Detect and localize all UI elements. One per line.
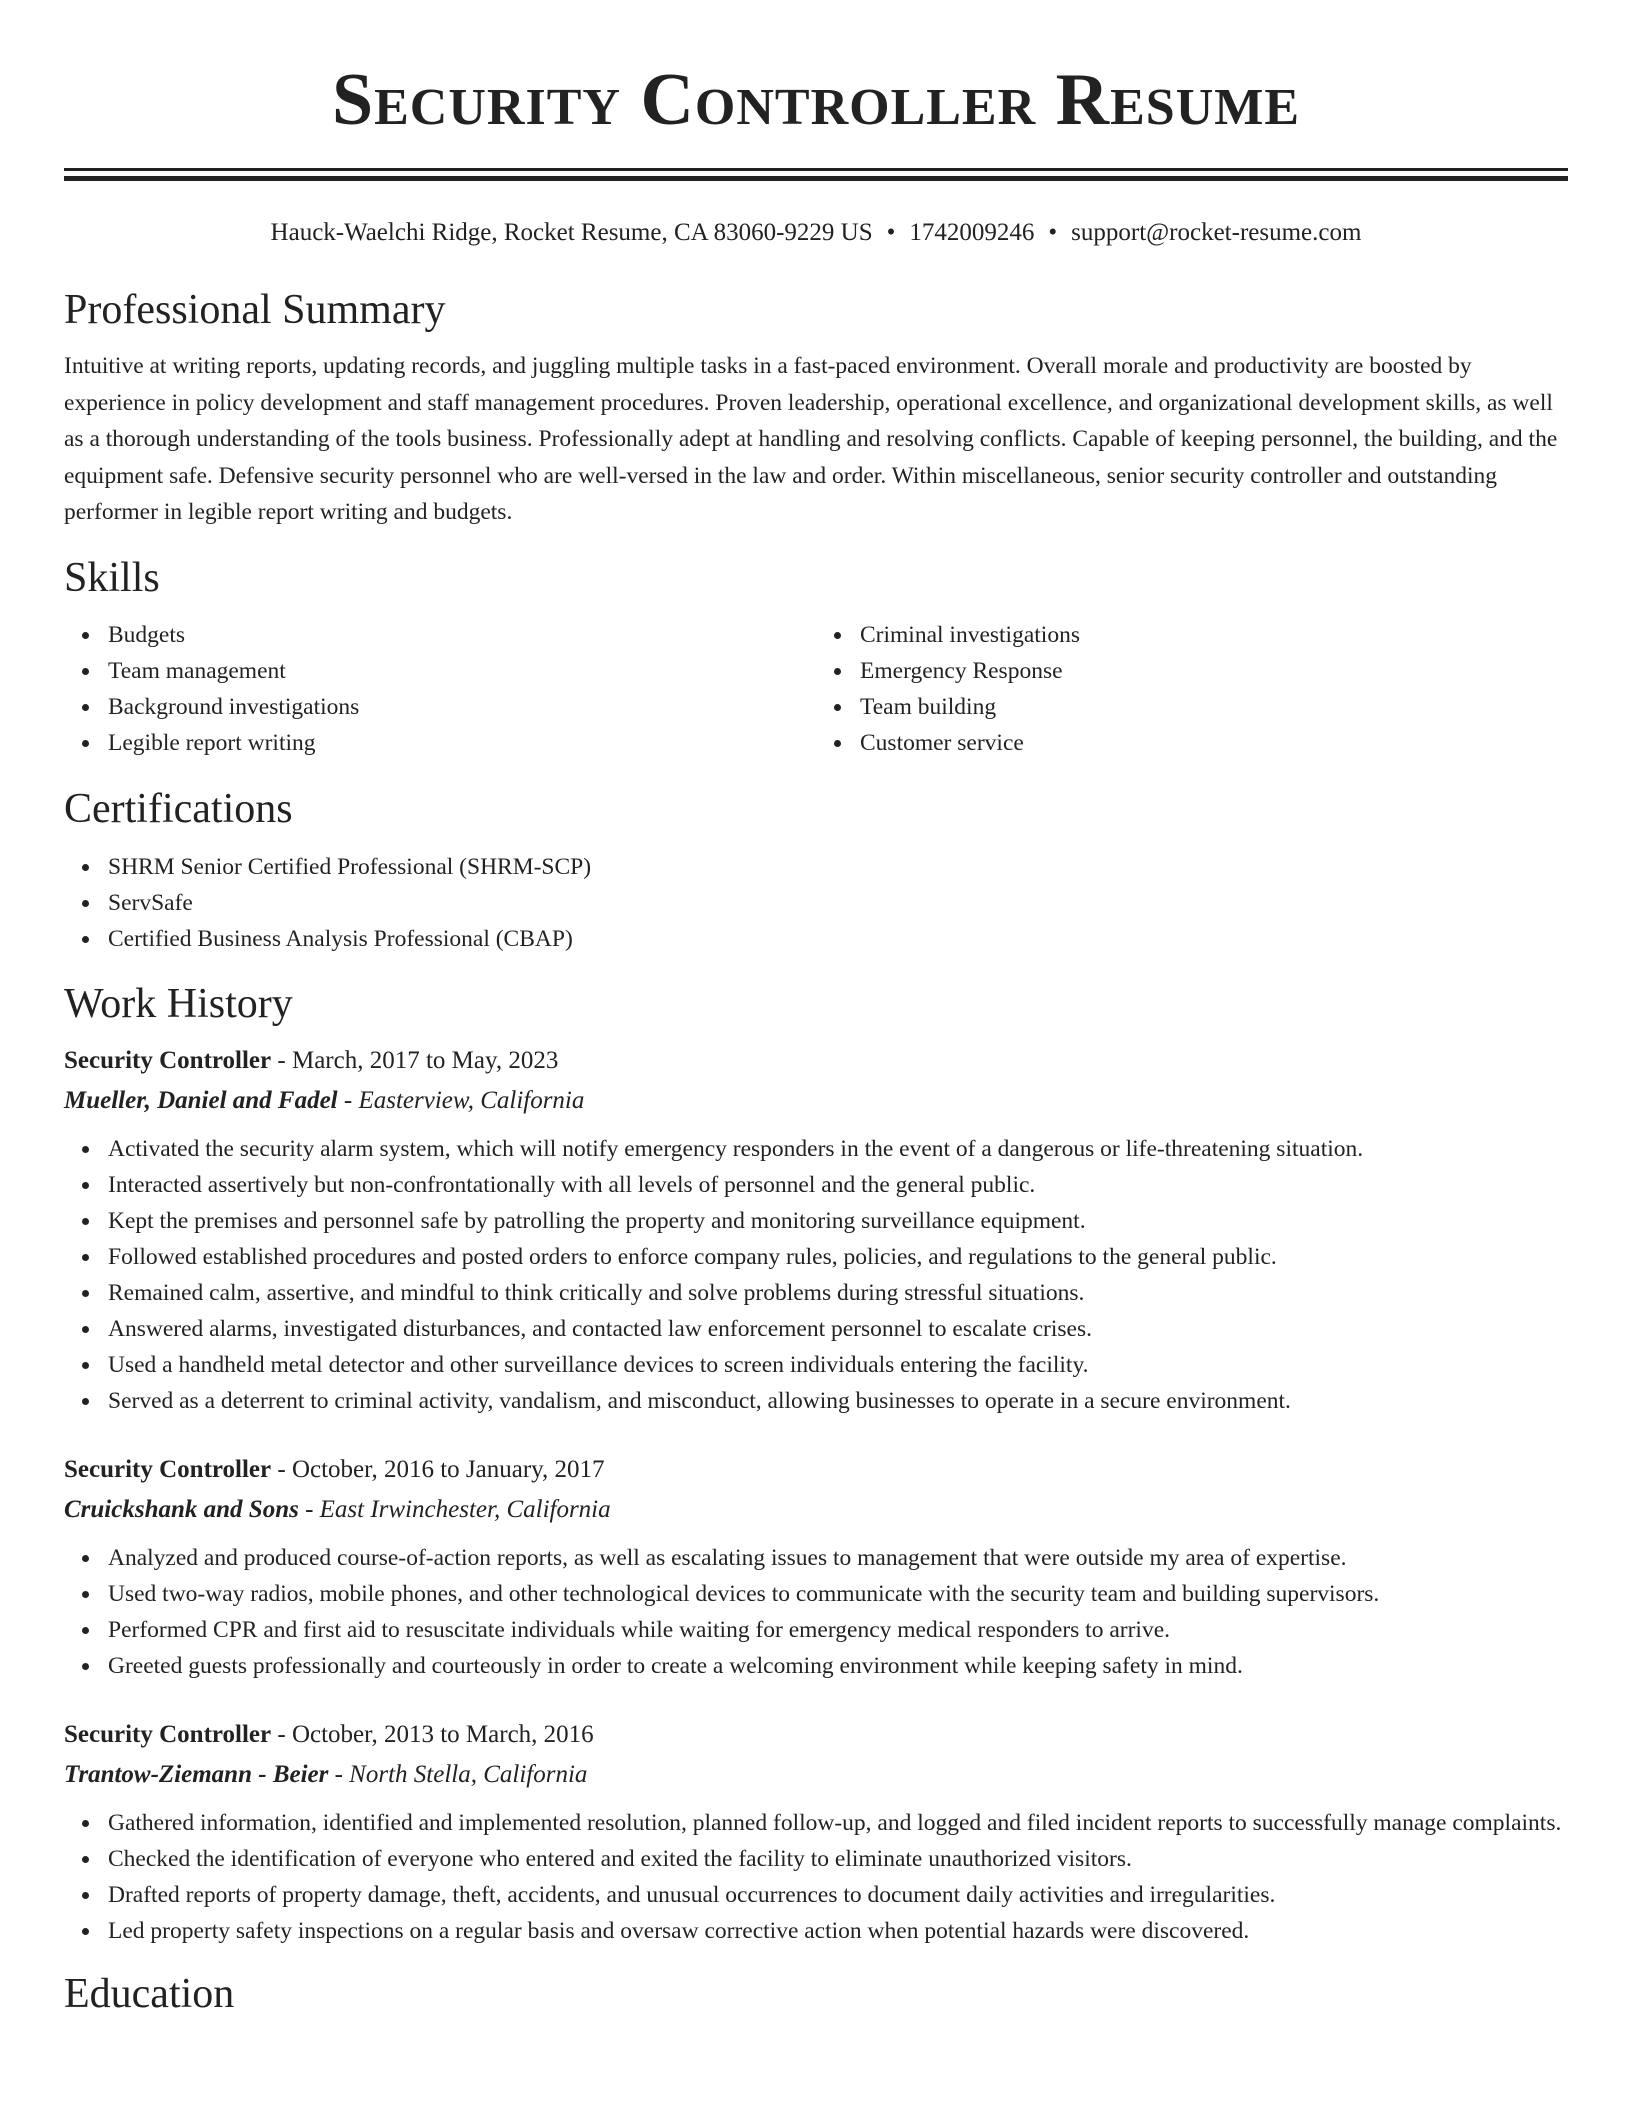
contact-email: support@rocket-resume.com xyxy=(1071,219,1362,246)
job-duty-item: Kept the premises and personnel safe by patrolling the property and monitoring surveillance equipment. xyxy=(108,1203,1568,1239)
skill-item: Budgets xyxy=(108,617,816,653)
job-title-line xyxy=(64,1715,1568,1755)
job-title: Security Controller xyxy=(64,1046,272,1074)
summary-heading: Professional Summary xyxy=(64,287,446,333)
job-duty-item: Gathered information, identified and implemented resolution, planned follow-up, and logged and filed incident reports to successfully manage complaints. xyxy=(108,1805,1568,1841)
resume-page xyxy=(64,0,1568,2019)
contact-address: Hauck-Waelchi Ridge, Rocket Resume, CA 83060-9229 US xyxy=(270,219,873,246)
job-location: - North Stella, California xyxy=(328,1760,588,1788)
job-duty-item: Interacted assertively but non-confrontationally with all levels of personnel and the general public. xyxy=(108,1167,1568,1203)
skill-item: Customer service xyxy=(860,725,1568,761)
resume-title: Security Controller Resume xyxy=(331,59,1301,141)
contact-line xyxy=(64,217,1568,249)
job-duties xyxy=(64,1805,1568,1949)
job-duty-item: Used a handheld metal detector and other surveillance devices to screen individuals entering the facility. xyxy=(108,1347,1568,1383)
job-duties xyxy=(64,1131,1568,1419)
job-duties xyxy=(64,1540,1568,1684)
job-duty-item: Remained calm, assertive, and mindful to think critically and solve problems during stressful situations. xyxy=(108,1275,1568,1311)
job-location: - East Irwinchester, California xyxy=(298,1495,611,1523)
certification-item: SHRM Senior Certified Professional (SHRM-SCP) xyxy=(108,849,1568,885)
skill-item: Team management xyxy=(108,653,816,689)
job-entry xyxy=(64,1041,1568,1419)
summary-text: Intuitive at writing reports, updating records, and juggling multiple tasks in a fast-paced environment. Overall morale and productivity are boosted by experience in policy development and staff management procedures. Proven leadership, operational excellence, and organizational development skills, as well as a thorough understanding of the tools business. Professionally adept at handling and resolving conflicts. Capable of keeping personnel, the building, and the equipment safe. Defensive security personnel who are well-versed in the law and order. Within miscellaneous, senior security controller and outstanding performer in legible report writing and budgets. xyxy=(64,353,1558,525)
job-duty-item: Checked the identification of everyone who entered and exited the facility to eliminate unauthorized visitors. xyxy=(108,1841,1568,1877)
title-rule-bottom xyxy=(64,176,1568,181)
job-duty-item: Performed CPR and first aid to resuscitate individuals while waiting for emergency medical responders to arrive. xyxy=(108,1612,1568,1648)
job-duty-item: Greeted guests professionally and courteously in order to create a welcoming environment while keeping safety in mind. xyxy=(108,1648,1568,1684)
work-history-heading: Work History xyxy=(64,980,293,1027)
job-dates: - October, 2013 to March, 2016 xyxy=(271,1720,594,1748)
skills-list xyxy=(64,617,1568,761)
contact-phone: 1742009246 xyxy=(909,219,1035,246)
job-company: Mueller, Daniel and Fadel xyxy=(64,1086,338,1114)
job-company-line xyxy=(64,1490,1568,1530)
job-company: Trantow-Ziemann - Beier xyxy=(64,1760,329,1788)
contact-separator: • xyxy=(1048,219,1058,246)
job-entry xyxy=(64,1715,1568,1949)
title-rule-top xyxy=(64,168,1568,171)
job-location: - Easterview, California xyxy=(337,1086,585,1114)
certification-item: ServSafe xyxy=(108,885,1568,921)
certifications-heading: Certifications xyxy=(64,785,293,832)
job-duty-item: Drafted reports of property damage, theft, accidents, and unusual occurrences to document daily activities and irregularities. xyxy=(108,1877,1568,1913)
job-entry xyxy=(64,1450,1568,1684)
job-title-line xyxy=(64,1450,1568,1490)
job-title-line xyxy=(64,1041,1568,1081)
skills-left-column xyxy=(64,617,816,761)
job-company-line xyxy=(64,1081,1568,1121)
certification-item: Certified Business Analysis Professional (CBAP) xyxy=(108,921,1568,957)
contact-separator: • xyxy=(886,219,896,246)
job-duty-item: Followed established procedures and posted orders to enforce company rules, policies, and regulations to the general public. xyxy=(108,1239,1568,1275)
job-duty-item: Used two-way radios, mobile phones, and other technological devices to communicate with the security team and building supervisors. xyxy=(108,1576,1568,1612)
skills-right-column xyxy=(816,617,1568,761)
job-title: Security Controller xyxy=(64,1455,272,1483)
job-duty-item: Led property safety inspections on a regular basis and oversaw corrective action when potential hazards were discovered. xyxy=(108,1913,1568,1949)
skill-item: Background investigations xyxy=(108,689,816,725)
skills-heading: Skills xyxy=(64,554,160,601)
job-title: Security Controller xyxy=(64,1720,272,1748)
skill-item: Legible report writing xyxy=(108,725,816,761)
job-duty-item: Activated the security alarm system, which will notify emergency responders in the event of a dangerous or life-threatening situation. xyxy=(108,1131,1568,1167)
skill-item: Criminal investigations xyxy=(860,617,1568,653)
skill-item: Team building xyxy=(860,689,1568,725)
job-company: Cruickshank and Sons xyxy=(64,1495,299,1523)
certifications-list xyxy=(64,849,1568,957)
job-duty-item: Served as a deterrent to criminal activity, vandalism, and misconduct, allowing businesses to operate in a secure environment. xyxy=(108,1383,1568,1419)
education-heading: Education xyxy=(64,1970,235,2017)
job-duty-item: Analyzed and produced course-of-action reports, as well as escalating issues to management that were outside my area of expertise. xyxy=(108,1540,1568,1576)
job-dates: - March, 2017 to May, 2023 xyxy=(271,1046,559,1074)
job-dates: - October, 2016 to January, 2017 xyxy=(271,1455,605,1483)
job-company-line xyxy=(64,1755,1568,1795)
job-duty-item: Answered alarms, investigated disturbances, and contacted law enforcement personnel to escalate crises. xyxy=(108,1311,1568,1347)
skill-item: Emergency Response xyxy=(860,653,1568,689)
